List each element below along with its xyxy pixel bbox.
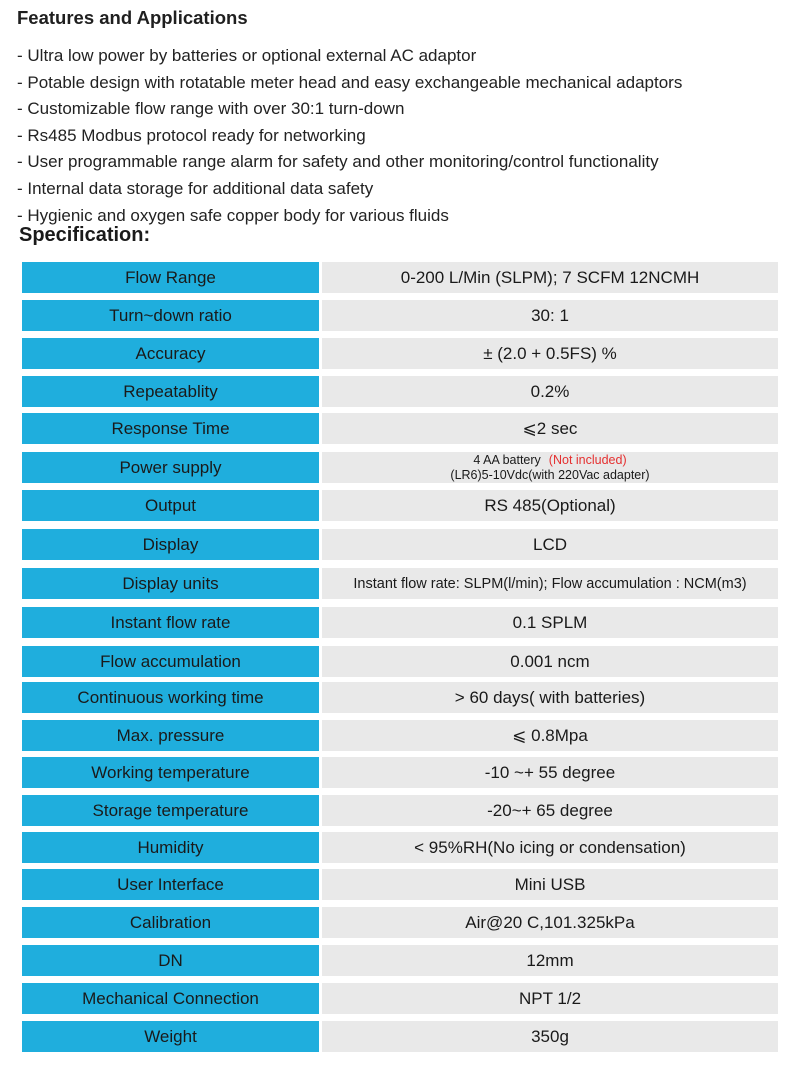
spec-row — [22, 376, 778, 407]
spec-value: ± (2.0 + 0.5FS) % — [322, 338, 778, 369]
spec-row — [22, 338, 778, 369]
features-list — [17, 43, 682, 229]
feature-item: - Internal data storage for additional data safety — [17, 178, 374, 198]
spec-value: NPT 1/2 — [322, 983, 778, 1014]
spec-row — [22, 490, 778, 521]
power-line-2: (LR6)5-10Vdc(with 220Vac adapter) — [450, 467, 650, 482]
spec-row — [22, 452, 778, 483]
spec-label: Instant flow rate — [22, 607, 319, 638]
spec-label: Display — [22, 529, 319, 560]
spec-row — [22, 720, 778, 751]
feature-item: - Customizable flow range with over 30:1 turn-down — [17, 99, 405, 119]
spec-row — [22, 1021, 778, 1052]
feature-item: - Potable design with rotatable meter head and easy exchangeable mechanical adaptors — [17, 72, 683, 92]
spec-row — [22, 869, 778, 900]
spec-row — [22, 607, 778, 638]
spec-row — [22, 646, 778, 677]
spec-label: Mechanical Connection — [22, 983, 319, 1014]
spec-value: ⩽ 0.8Mpa — [322, 720, 778, 751]
spec-label: Output — [22, 490, 319, 521]
spec-value: < 95%RH(No icing or condensation) — [322, 832, 778, 863]
power-line-1 — [473, 453, 626, 468]
spec-value: Air@20 C,101.325kPa — [322, 907, 778, 938]
spec-row — [22, 945, 778, 976]
spec-value: 0.2% — [322, 376, 778, 407]
spec-label: User Interface — [22, 869, 319, 900]
spec-label: Response Time — [22, 413, 319, 444]
power-battery-text: 4 AA battery — [473, 452, 541, 467]
spec-label: Display units — [22, 568, 319, 599]
spec-value: -20~+ 65 degree — [322, 795, 778, 826]
spec-label: Continuous working time — [22, 682, 319, 713]
spec-label: Flow Range — [22, 262, 319, 293]
features-heading: Features and Applications — [17, 7, 248, 28]
spec-value: Mini USB — [322, 869, 778, 900]
spec-value: 0-200 L/Min (SLPM); 7 SCFM 12NCMH — [322, 262, 778, 293]
spec-row — [22, 300, 778, 331]
spec-value: 30: 1 — [322, 300, 778, 331]
spec-value: 0.1 SPLM — [322, 607, 778, 638]
specification-heading: Specification: — [19, 224, 151, 246]
spec-row — [22, 757, 778, 788]
spec-label: Power supply — [22, 452, 319, 483]
spec-value: 0.001 ncm — [322, 646, 778, 677]
spec-row — [22, 682, 778, 713]
spec-label: Turn~down ratio — [22, 300, 319, 331]
spec-label: Weight — [22, 1021, 319, 1052]
spec-value: -10 ~+ 55 degree — [322, 757, 778, 788]
spec-value — [322, 452, 778, 483]
spec-value: ⩽2 sec — [322, 413, 778, 444]
feature-item: - Ultra low power by batteries or optional external AC adaptor — [17, 46, 477, 65]
spec-label: Humidity — [22, 832, 319, 863]
spec-row — [22, 795, 778, 826]
spec-row — [22, 529, 778, 560]
spec-row — [22, 832, 778, 863]
spec-value: Instant flow rate: SLPM(l/min); Flow accumulation : NCM(m3) — [322, 568, 778, 599]
spec-label: Flow accumulation — [22, 646, 319, 677]
spec-row — [22, 568, 778, 599]
spec-value: LCD — [322, 529, 778, 560]
feature-item: - Rs485 Modbus protocol ready for networking — [17, 125, 366, 145]
spec-value: 12mm — [322, 945, 778, 976]
feature-item: - User programmable range alarm for safety and other monitoring/control functionality — [17, 152, 659, 172]
spec-label: Working temperature — [22, 757, 319, 788]
spec-label: Storage temperature — [22, 795, 319, 826]
spec-value: RS 485(Optional) — [322, 490, 778, 521]
spec-value: > 60 days( with batteries) — [322, 682, 778, 713]
spec-value: 350g — [322, 1021, 778, 1052]
not-included-note: (Not included) — [548, 452, 627, 467]
spec-label: Max. pressure — [22, 720, 319, 751]
spec-label: DN — [22, 945, 319, 976]
spec-label: Accuracy — [22, 338, 319, 369]
spec-label: Repeatablity — [22, 376, 319, 407]
spec-row — [22, 262, 778, 293]
spec-row — [22, 983, 778, 1014]
feature-item: - Hygienic and oxygen safe copper body for various fluids — [17, 205, 449, 225]
spec-row — [22, 907, 778, 938]
spec-label: Calibration — [22, 907, 319, 938]
spec-row — [22, 413, 778, 444]
